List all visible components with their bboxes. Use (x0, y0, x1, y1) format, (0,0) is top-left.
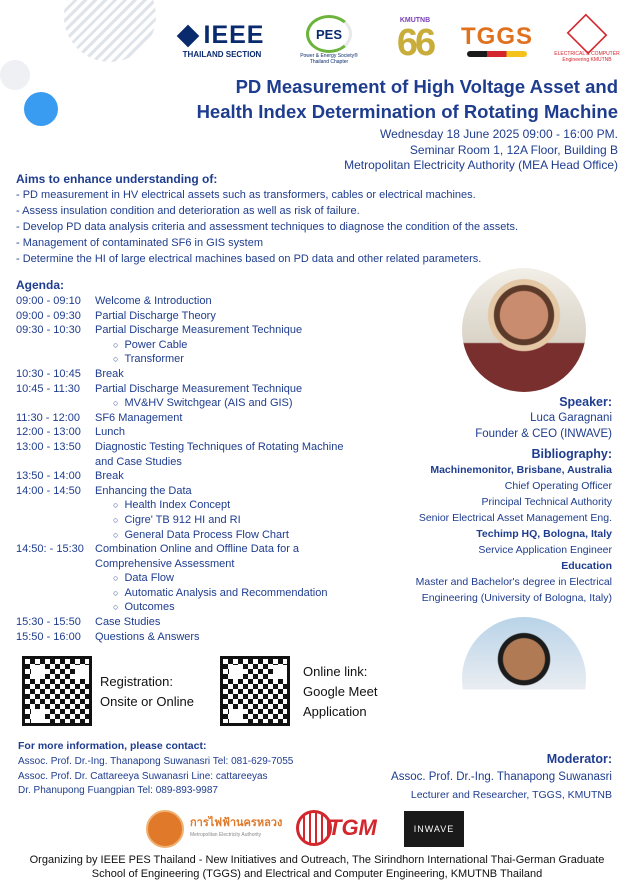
circle-bullet-icon: ○ (113, 514, 119, 525)
registration-label (100, 672, 194, 712)
mea-logo-en: Metropolitan Electricity Authority (190, 832, 262, 838)
agenda-subitem-text: Cigre' TB 912 HI and RI (124, 513, 241, 526)
agenda-time: 10:45 - 11:30 (16, 382, 81, 395)
ece-kmutnb-logo (554, 12, 620, 68)
agenda-subitem (16, 528, 366, 543)
moderator-info (391, 750, 612, 804)
agenda-subitem-text: Health Index Concept (124, 499, 231, 512)
moderator-name: Assoc. Prof. Dr.-Ing. Thanapong Suwanasri (391, 771, 612, 783)
pes-logo-word: PES (315, 26, 342, 42)
agenda-text: Combination Online and Offline Data for a Comprehensive Assessment (95, 543, 300, 570)
ieee-diamond-icon (176, 24, 199, 47)
pes-logo-sub2: Thailand Chapter (309, 59, 349, 65)
bio-org: Machinemonitor, Brisbane, Australia (430, 464, 612, 476)
contact-item: Assoc. Prof. Dr.-Ing. Thanapong Suwanasri Tel: 081-629-7055 (18, 756, 294, 767)
agenda-subitem (16, 513, 366, 528)
aims-item: - Assess insulation condition and deterioration as well as risk of failure. (16, 205, 360, 217)
decorative-blue-circle (24, 92, 58, 126)
agenda-text: Diagnostic Testing Techniques of Rotating Machine and Case Studies (95, 440, 344, 468)
agenda-title: Agenda: (16, 278, 64, 292)
decorative-gray-circle (0, 60, 30, 90)
pes-ring-icon (306, 15, 352, 53)
agenda-time: 15:30 - 15:50 (16, 616, 81, 629)
agenda-text: Lunch (95, 426, 125, 439)
agenda-text: Partial Discharge Theory (95, 309, 216, 322)
agenda-row (16, 323, 366, 338)
registration-line: Registration: (100, 674, 173, 689)
agenda-subitem (16, 586, 366, 601)
aims-list (16, 187, 518, 267)
agenda-row (16, 425, 366, 440)
pes-logo-sub1: Power & Energy Society® (300, 53, 358, 59)
globe-icon (296, 810, 332, 846)
aims-title: Aims to enhance understanding of: (16, 172, 218, 186)
bio-education: Engineering (University of Bologna, Italy) (421, 592, 612, 604)
bio-position: Senior Electrical Asset Management Eng. (418, 512, 612, 524)
event-meta (344, 127, 618, 174)
circle-bullet-icon: ○ (113, 587, 119, 598)
event-date: Wednesday 18 June 2025 09:00 - 16:00 PM. (380, 127, 618, 141)
mea-seal-icon (146, 810, 184, 848)
contact-item: Dr. Phanupong Fuangpian Tel: 089-893-9987 (18, 785, 218, 796)
decorative-striped-circle (64, 0, 156, 62)
agenda-time: 11:30 - 12:00 (16, 411, 81, 424)
agenda-row (16, 615, 366, 630)
ieee-logo-sub: THAILAND SECTION (182, 50, 262, 59)
agenda-text: Case Studies (95, 616, 161, 629)
agenda-time: 13:50 - 14:00 (16, 470, 81, 483)
agenda-row (16, 367, 366, 382)
ece-diamond-icon (567, 14, 608, 55)
agenda-subitem-text: MV&HV Switchgear (AIS and GIS) (124, 397, 293, 410)
kmutnb-logo-top: KMUTNB (399, 16, 431, 24)
agenda-row (16, 484, 366, 499)
contact-list (18, 755, 293, 799)
agenda-time: 14:50: - 15:30 (16, 543, 84, 556)
agenda-text: SF6 Management (95, 411, 183, 424)
aims-item: - Determine the HI of large electrical machines based on PD data and other related parameters. (16, 253, 482, 265)
moderator-role: Lecturer and Researcher, TGGS, KMUTNB (410, 789, 612, 801)
bio-position: Principal Technical Authority (481, 496, 612, 508)
circle-bullet-icon: ○ (113, 573, 119, 584)
agenda-time: 09:30 - 10:30 (16, 324, 81, 337)
agenda-text: Break (95, 470, 124, 483)
agenda-row (16, 440, 366, 469)
circle-bullet-icon: ○ (113, 529, 119, 540)
agenda-subitem-text: Automatic Analysis and Recommendation (124, 586, 328, 599)
bibliography-heading: Bibliography: (531, 447, 612, 461)
agenda-time: 09:00 - 09:10 (16, 295, 81, 307)
aims-item: - PD measurement in HV electrical assets such as transformers, cables or electrical machines. (16, 189, 476, 201)
online-line: Application (303, 704, 367, 719)
agenda-subitem-text: Power Cable (124, 338, 188, 351)
tggs-logo-word: TGGS (460, 23, 533, 50)
agenda-subitem (16, 396, 366, 411)
agenda-subitem-text: General Data Process Flow Chart (124, 528, 289, 541)
event-title-line1: PD Measurement of High Voltage Asset and (235, 76, 618, 97)
online-link-label (303, 662, 377, 722)
agenda-time: 15:50 - 16:00 (16, 630, 81, 643)
agenda-subitem-text: Outcomes (124, 601, 175, 614)
agenda-row (16, 382, 366, 397)
speaker-photo (462, 268, 586, 392)
online-line: Online link: (303, 664, 368, 679)
speaker-name: Luca Garagnani (530, 412, 612, 424)
tgm-logo-word: TGM (328, 815, 377, 840)
tgm-logo (296, 810, 386, 846)
bibliography (416, 446, 612, 606)
circle-bullet-icon: ○ (113, 500, 119, 511)
moderator-heading: Moderator: (546, 752, 612, 766)
event-room: Seminar Room 1, 12A Floor, Building B (409, 142, 618, 157)
online-line: Google Meet (303, 684, 378, 699)
agenda-subitem (16, 600, 366, 615)
agenda-time: 13:00 - 13:50 (16, 440, 81, 453)
event-title-line2: Health Index Determination of Rotating Machine (196, 101, 618, 122)
agenda-text: Enhancing the Data (95, 484, 192, 497)
agenda-row (16, 294, 366, 309)
aims-item: - Management of contaminated SF6 in GIS system (16, 237, 264, 249)
organizer-footer (22, 853, 612, 881)
agenda-subitem (16, 338, 366, 353)
agenda-time: 10:30 - 10:45 (16, 367, 81, 380)
agenda-time: 12:00 - 13:00 (16, 426, 81, 439)
agenda-subitem-text: Data Flow (124, 572, 174, 585)
footer-line: Organizing by IEEE PES Thailand - New Initiatives and Outreach, The Sirindhorn International Thai-German Graduate (29, 854, 605, 866)
agenda-row (16, 542, 366, 571)
online-link-qr-code[interactable] (220, 656, 290, 726)
agenda-subitem-text: Transformer (124, 353, 184, 366)
agenda-text: Partial Discharge Measurement Technique (95, 324, 303, 337)
ieee-logo-word: IEEE (203, 21, 265, 49)
speaker-heading: Speaker: (559, 395, 612, 409)
contact-item: Assoc. Prof. Dr. Cattareeya Suwanasri Line: cattareeyas (18, 770, 268, 782)
event-venue: Metropolitan Electricity Authority (MEA Head Office) (344, 158, 618, 172)
footer-line: School of Engineering (TGGS) and Electrical and Computer Engineering, KMUTNB Thailand (91, 868, 543, 880)
bio-position: Service Application Engineer (478, 544, 612, 556)
moderator-photo (462, 617, 586, 741)
aims-item: - Develop PD data analysis criteria and assessment techniques to diagnose the condition of the assets. (16, 221, 519, 233)
bio-org: Techimp HQ, Bologna, Italy (476, 528, 612, 540)
registration-qr-code[interactable] (22, 656, 92, 726)
tggs-logo (460, 16, 534, 64)
speaker-info (475, 394, 612, 442)
circle-bullet-icon: ○ (113, 339, 119, 350)
inwave-logo (404, 811, 464, 847)
contact-title: For more information, please contact: (18, 740, 207, 752)
mea-logo (146, 810, 286, 848)
bio-position: Chief Operating Officer (504, 480, 612, 492)
bio-education-heading: Education (561, 560, 612, 572)
speaker-role: Founder & CEO (INWAVE) (475, 428, 612, 440)
circle-bullet-icon: ○ (113, 354, 119, 365)
agenda-row (16, 469, 366, 484)
agenda-subitem (16, 498, 366, 513)
ieee-thailand-logo (170, 16, 274, 64)
circle-bullet-icon: ○ (113, 602, 119, 613)
agenda-row (16, 309, 366, 324)
agenda-row (16, 411, 366, 426)
agenda-text: Partial Discharge Measurement Technique (95, 382, 303, 395)
inwave-logo-word: INWAVE (413, 824, 455, 834)
ieee-pes-logo (288, 12, 370, 68)
agenda-text: Welcome & Introduction (95, 295, 212, 307)
tggs-flag-bars (467, 51, 527, 57)
mea-logo-thai: การไฟฟ้านครหลวง (190, 817, 283, 829)
circle-bullet-icon: ○ (113, 398, 119, 409)
agenda-row (16, 630, 366, 645)
agenda-time: 14:00 - 14:50 (16, 484, 81, 497)
agenda-text: Break (95, 367, 124, 380)
agenda-subitem (16, 571, 366, 586)
ece-logo-text: ELECTRICAL & COMPUTER Engineering KMUTNB (554, 51, 620, 63)
kmutnb-66-logo (384, 10, 446, 68)
registration-line: Onsite or Online (100, 694, 194, 709)
event-title (150, 74, 618, 124)
agenda-time: 09:00 - 09:30 (16, 309, 81, 322)
agenda-list (16, 294, 366, 644)
agenda-text: Questions & Answers (95, 630, 200, 643)
kmutnb-logo-number: 66 (396, 21, 434, 64)
agenda-subitem (16, 352, 366, 367)
bio-education: Master and Bachelor's degree in Electrical (415, 576, 612, 588)
